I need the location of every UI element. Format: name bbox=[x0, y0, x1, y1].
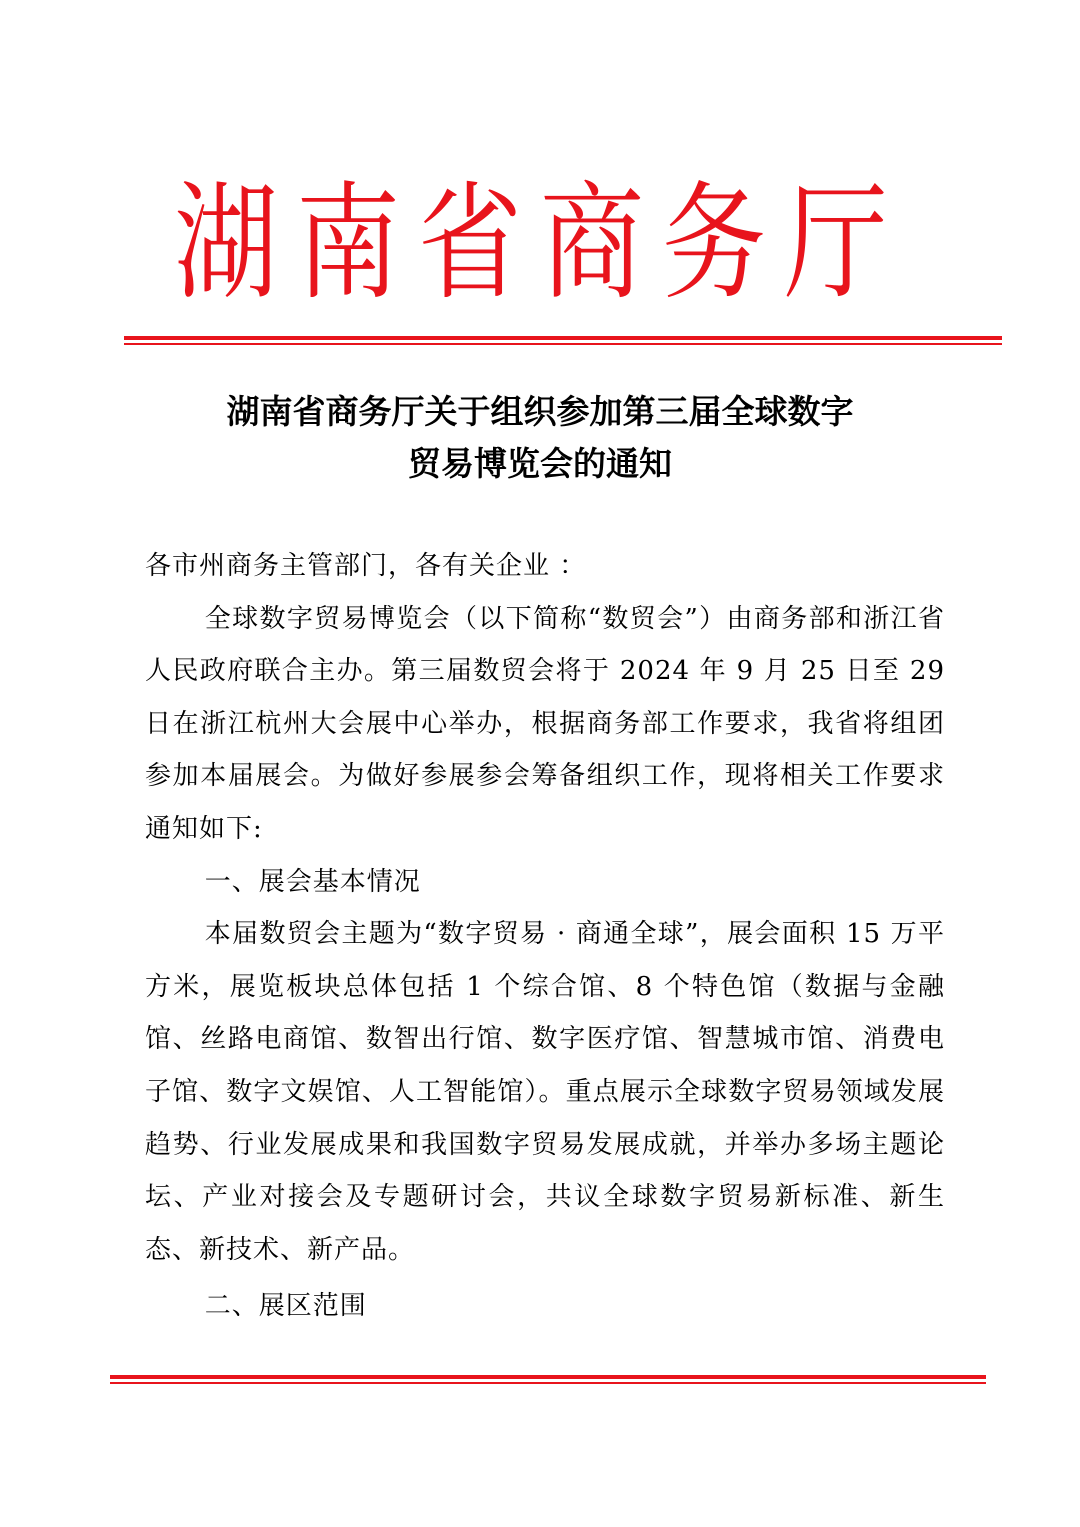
section-heading-1: 一、展会基本情况 bbox=[204, 866, 421, 897]
divider-thin-line bbox=[110, 1382, 986, 1384]
divider-thick-line bbox=[110, 1375, 986, 1379]
salutation: 各市州商务主管部门，各有关企业 ： bbox=[145, 551, 587, 581]
document-title bbox=[0, 386, 1080, 490]
masthead-title: 湖南省商务厅 bbox=[173, 168, 906, 318]
masthead bbox=[0, 168, 1080, 318]
document-body bbox=[145, 540, 945, 1333]
divider-thick-line bbox=[124, 336, 1002, 340]
section-heading-2: 二、展区范围 bbox=[204, 1291, 367, 1322]
divider-thin-line bbox=[124, 343, 1002, 345]
document-title-line1: 湖南省商务厅关于组织参加第三届全球数字 bbox=[226, 392, 854, 431]
body-paragraph-1: 全球数字贸易博览会（以下简称“数贸会”）由商务部和浙江省人民政府联合主办。第三届数贸会将于 2024 年 9 月 25 日至 29 日在浙江杭州大会展中心举办，根据商务部工作要求，我省将组团参加本届展会。为做好参展参会筹备组织工作，现将相关工作要求通知如下: bbox=[145, 603, 945, 844]
document-title-line2: 贸易博览会的通知 bbox=[408, 444, 672, 483]
body-paragraph-2: 本届数贸会主题为“数字贸易 · 商通全球”，展会面积 15 万平方米，展览板块总体包括 1 个综合馆、8 个特色馆（数据与金融馆、丝路电商馆、数智出行馆、数字医疗馆、智慧城市馆、消费电子馆、数字文娱馆、人工智能馆）。重点展示全球数字贸易领域发展趋势、行业发展成果和我国数字贸易发展成就，并举办多场主题论坛、产业对接会及专题研讨会，共议全球数字贸易新标准、新生态、新技术、新产品。 bbox=[145, 919, 945, 1265]
